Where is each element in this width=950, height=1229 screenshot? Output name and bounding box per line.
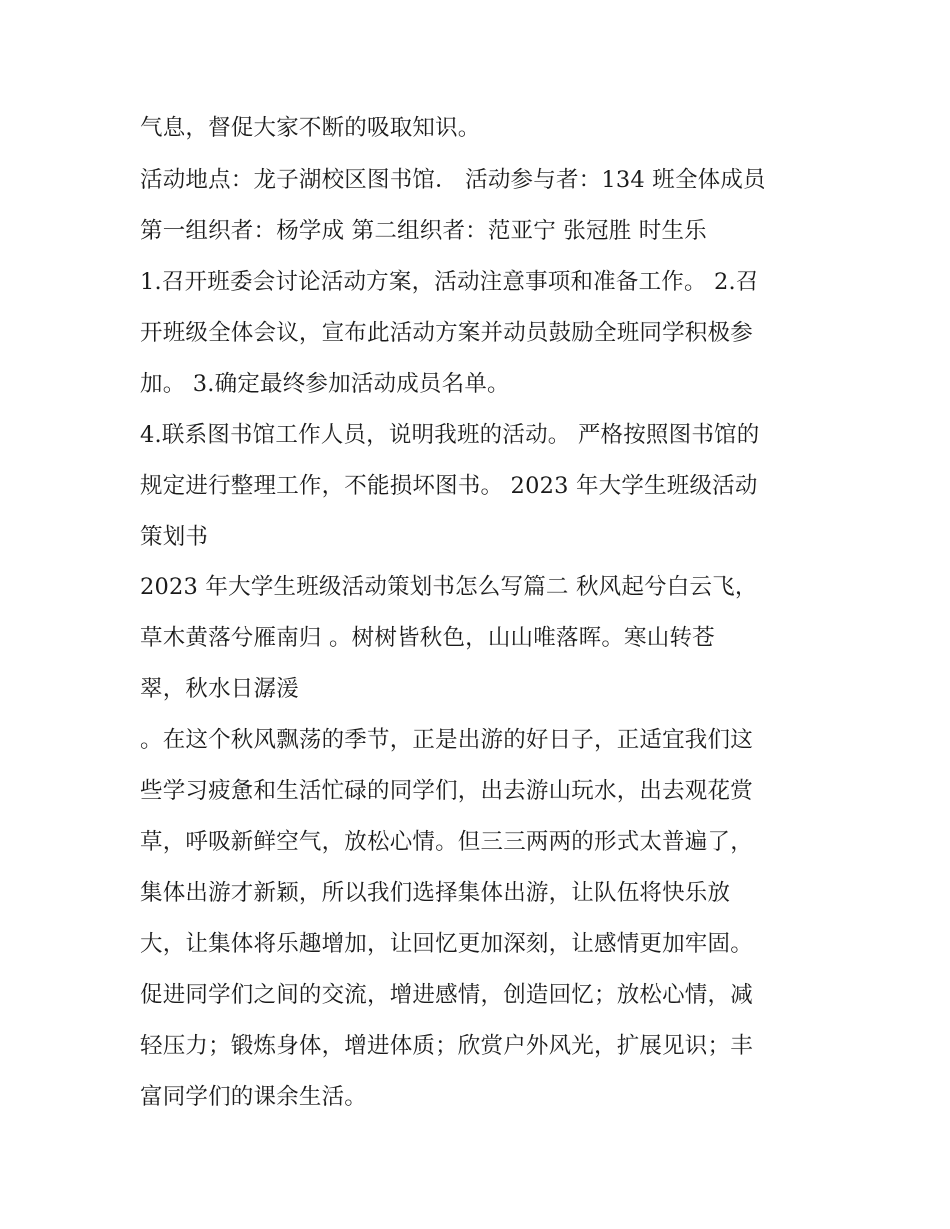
text-line: 4.联系图书馆工作人员，说明我班的活动。 严格按照图书馆的 <box>140 422 760 448</box>
text-line: 第一组织者：杨学成 第二组织者：范亚宁 张冠胜 时生乐 <box>140 218 707 244</box>
text-line: 规定进行整理工作，不能损坏图书。 2023 年大学生班级活动 <box>140 473 758 499</box>
text-line: 活动地点：龙子湖校区图书馆． 活动参与者：134 班全体成员 <box>140 167 766 193</box>
text-line: 些学习疲惫和生活忙碌的同学们，出去游山玩水，出去观花赏 <box>140 778 753 804</box>
text-line: 2023 年大学生班级活动策划书怎么写篇二 秋风起兮白云飞， <box>140 574 758 600</box>
text-line: 加。 3.确定最终参加活动成员名单。 <box>140 371 510 397</box>
text-line: 轻压力；锻炼身体，增进体质；欣赏户外风光，扩展见识；丰 <box>140 1033 753 1059</box>
text-line: 草，呼吸新鲜空气，放松心情。但三三两两的形式太普遍了， <box>140 829 753 855</box>
text-line: 策划书 <box>140 524 209 550</box>
text-line: 翠，秋水日潺湲 <box>140 676 299 702</box>
text-line: 开班级全体会议，宣布此活动方案并动员鼓励全班同学积极参 <box>140 320 753 346</box>
text-line: 富同学们的课余生活。 <box>140 1084 368 1110</box>
text-line: 气息，督促大家不断的吸取知识。 <box>140 115 481 141</box>
text-line: 促进同学们之间的交流，增进感情，创造回忆；放松心情，减 <box>140 982 753 1008</box>
text-line: 。在这个秋风飘荡的季节，正是出游的好日子，正适宜我们这 <box>140 727 753 753</box>
text-line: 1.召开班委会讨论活动方案，活动注意事项和准备工作。 2.召 <box>140 269 759 295</box>
text-line: 草木黄落兮雁南归 。树树皆秋色，山山唯落晖。寒山转苍 <box>140 625 715 651</box>
text-line: 大，让集体将乐趣增加，让回忆更加深刻，让感情更加牢固。 <box>140 931 753 957</box>
text-line: 集体出游才新颖，所以我们选择集体出游，让队伍将快乐放 <box>140 880 731 906</box>
